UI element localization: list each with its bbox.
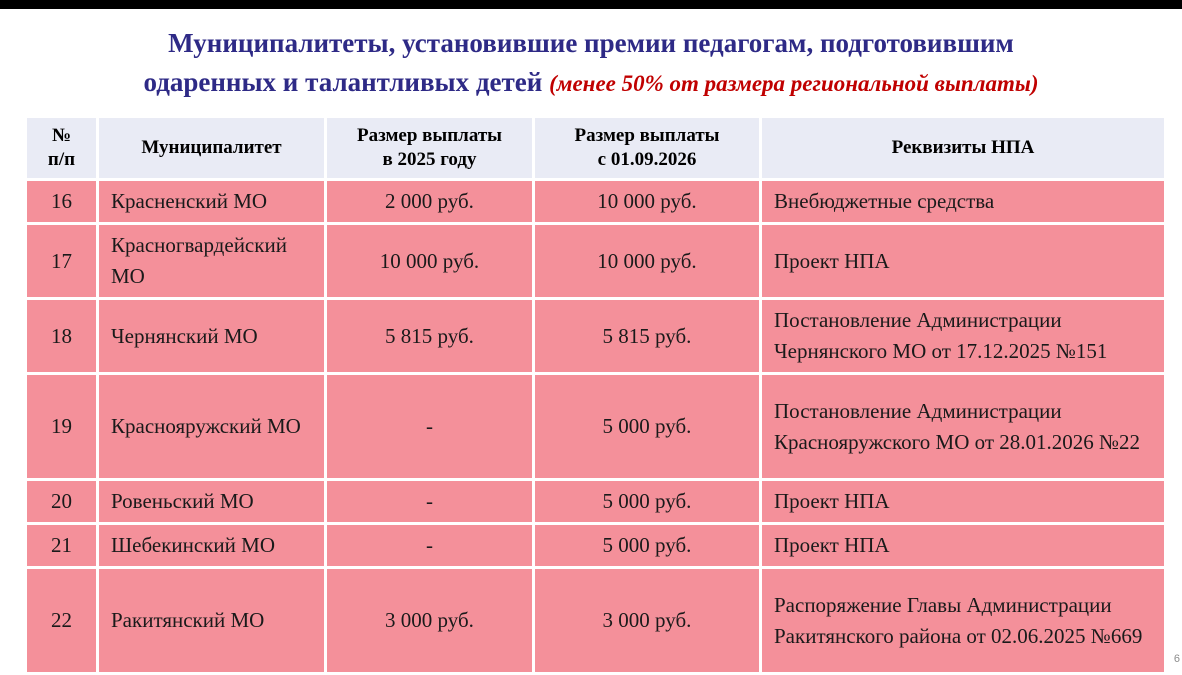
cell-pay-2026: 10 000 руб. [534,224,761,299]
cell-pay-2025: - [326,524,534,568]
table-row [26,374,1166,480]
cell-municipality: Краснояружский МО [98,374,326,480]
cell-pay-2025: 10 000 руб. [326,224,534,299]
cell-num: 17 [26,224,98,299]
title-line-1: Муниципалитеты, установившие премии педагогам, подготовившим [168,28,1014,58]
cell-pay-2026: 3 000 руб. [534,568,761,674]
title-note: (менее 50% от размера региональной выплаты) [549,71,1039,96]
cell-municipality: Шебекинский МО [98,524,326,568]
table-row [26,524,1166,568]
cell-requisites: Проект НПА [761,480,1166,524]
cell-pay-2026: 5 000 руб. [534,374,761,480]
title-line-2-text: одаренных и талантливых детей [143,67,543,97]
cell-pay-2025: 2 000 руб. [326,180,534,224]
page-number: 6 [1173,653,1180,665]
header-requisites: Реквизиты НПА [761,117,1166,180]
table-row [26,568,1166,674]
municipalities-table [24,115,1167,675]
header-municipality: Муниципалитет [98,117,326,180]
cell-requisites: Постановление Администрации Чернянского МО от 17.12.2025 №151 [761,299,1166,374]
cell-pay-2026: 5 000 руб. [534,524,761,568]
cell-num: 16 [26,180,98,224]
cell-pay-2025: 5 815 руб. [326,299,534,374]
cell-municipality: Ровеньский МО [98,480,326,524]
cell-num: 20 [26,480,98,524]
slide-title [0,24,1182,103]
cell-pay-2026: 5 815 руб. [534,299,761,374]
top-black-bar [0,0,1182,9]
cell-requisites: Постановление Администрации Краснояружского МО от 28.01.2026 №22 [761,374,1166,480]
header-pay-2026: Размер выплаты с 01.09.2026 [534,117,761,180]
cell-pay-2025: 3 000 руб. [326,568,534,674]
cell-municipality: Чернянский МО [98,299,326,374]
cell-requisites: Внебюджетные средства [761,180,1166,224]
title-line-2 [0,63,1182,103]
cell-municipality: Красненский МО [98,180,326,224]
table-row [26,224,1166,299]
cell-pay-2025: - [326,480,534,524]
cell-municipality: Ракитянский МО [98,568,326,674]
table-row [26,480,1166,524]
header-num: № п/п [26,117,98,180]
cell-num: 22 [26,568,98,674]
table-row [26,299,1166,374]
cell-num: 19 [26,374,98,480]
cell-num: 18 [26,299,98,374]
cell-requisites: Проект НПА [761,224,1166,299]
table-row [26,180,1166,224]
cell-num: 21 [26,524,98,568]
header-pay-2025: Размер выплаты в 2025 году [326,117,534,180]
cell-pay-2025: - [326,374,534,480]
cell-requisites: Распоряжение Главы Администрации Ракитянского района от 02.06.2025 №669 [761,568,1166,674]
cell-pay-2026: 10 000 руб. [534,180,761,224]
cell-municipality: Красногвардейский МО [98,224,326,299]
table-header-row [26,117,1166,180]
cell-requisites: Проект НПА [761,524,1166,568]
cell-pay-2026: 5 000 руб. [534,480,761,524]
